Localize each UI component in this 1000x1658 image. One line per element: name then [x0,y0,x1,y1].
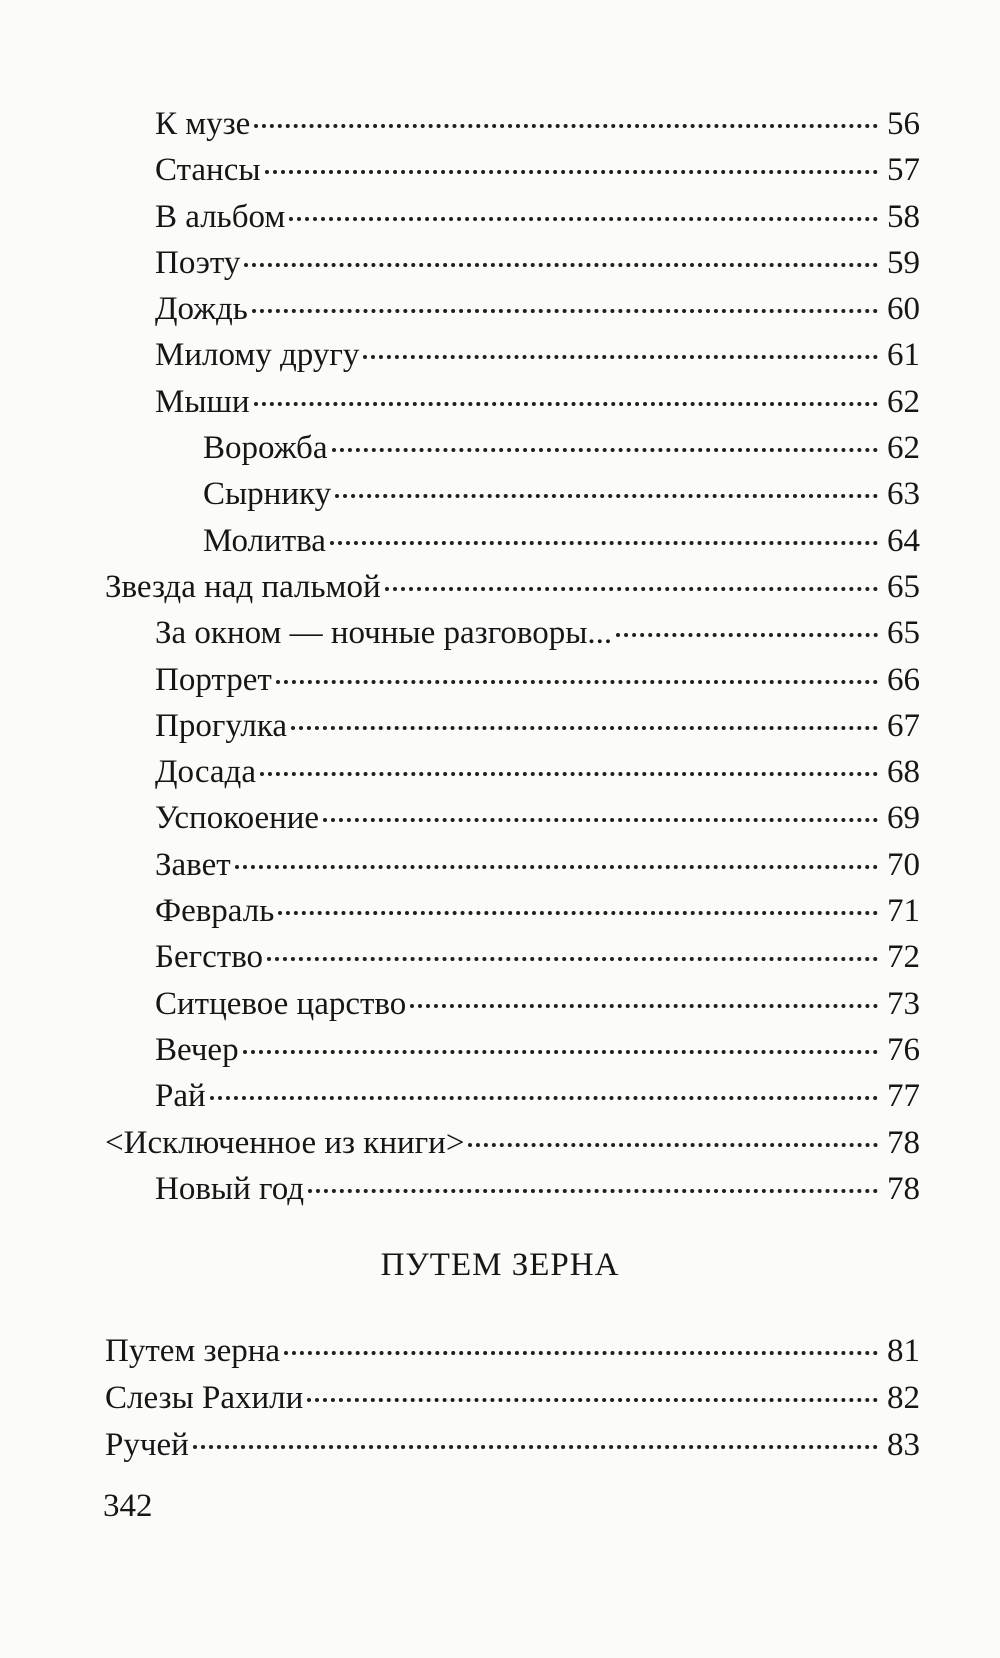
toc-entry-title: Досада [155,754,256,791]
toc-entry-page: 78 [887,1124,920,1161]
toc-entry [105,842,920,888]
table-of-contents-continued [105,1328,920,1469]
toc-entry-page: 70 [887,846,920,883]
toc-entry-title: Ситцевое царство [155,985,407,1022]
toc-entry-title: Рай [155,1078,206,1115]
toc-entry-page: 60 [887,291,920,328]
toc-entry-page: 83 [887,1427,920,1463]
toc-entry [105,1027,920,1073]
dot-leader [276,680,878,684]
toc-entry-page: 61 [887,337,920,374]
toc-entry [105,240,920,286]
toc-entry [105,332,920,378]
dot-leader [210,1096,878,1100]
dot-leader [410,1004,878,1008]
toc-entry-title: Прогулка [155,707,288,744]
toc-entry-title: Молитва [203,522,326,559]
dot-leader [323,818,878,822]
dot-leader [363,355,878,359]
toc-entry-title: Успокоение [155,800,320,837]
page-number: 342 [103,1488,153,1524]
dot-leader [284,1351,878,1355]
toc-entry [105,934,920,980]
toc-subentry [105,471,920,517]
toc-entry-title: Ворожба [203,430,328,467]
dot-leader [308,1189,878,1193]
toc-entry-page: 66 [887,661,920,698]
dot-leader [254,124,878,128]
toc-entry [105,657,920,703]
toc-entry-title: Слезы Рахили [105,1380,304,1416]
toc-entry-page: 81 [887,1333,920,1369]
toc-entry-title: Сырнику [203,476,332,513]
toc-entry [105,1166,920,1212]
dot-leader [252,309,878,313]
dot-leader [332,448,879,452]
toc-entry-title: За окном — ночные разговоры... [155,615,613,652]
toc-entry-page: 71 [887,893,920,930]
toc-entry-page: 58 [887,198,920,235]
toc-subentry [105,425,920,471]
toc-entry [105,703,920,749]
dot-leader [616,633,878,637]
dot-leader [385,587,878,591]
toc-entry-page: 68 [887,754,920,791]
toc-entry-page: 73 [887,985,920,1022]
dot-leader [267,957,878,961]
dot-leader [291,726,878,730]
toc-entry-page: 59 [887,244,920,281]
toc-entry-page: 64 [887,522,920,559]
toc-entry-title: Дождь [155,291,248,328]
toc-entry-title: Завет [155,846,231,883]
toc-entry [105,1422,920,1469]
toc-entry [105,1328,920,1375]
toc-entry [105,379,920,425]
toc-entry-title: Звезда над пальмой [105,568,381,605]
dot-leader [254,402,878,406]
toc-entry-title: В альбом [155,198,286,235]
toc-entry-title: Поэту [155,244,241,281]
toc-entry-page: 82 [887,1380,920,1416]
toc-section-entry [105,1120,920,1166]
toc-entry-title: Бегство [155,939,264,976]
toc-entry-title: <Исключенное из книги> [105,1124,465,1161]
toc-entry [105,286,920,332]
toc-entry-page: 56 [887,106,920,142]
dot-leader [289,217,878,221]
toc-section-entry [105,564,920,610]
dot-leader [244,263,878,267]
dot-leader [307,1398,878,1402]
toc-entry-page: 65 [887,615,920,652]
toc-entry [105,749,920,795]
toc-entry-page: 76 [887,1031,920,1068]
toc-entry-page: 57 [887,152,920,189]
toc-entry-title: Новый год [155,1170,305,1207]
toc-entry-page: 67 [887,707,920,744]
dot-leader [330,541,878,545]
toc-entry-page: 63 [887,476,920,513]
table-of-contents [105,101,920,1212]
toc-entry-page: 65 [887,568,920,605]
toc-entry [105,795,920,841]
toc-entry-title: Ручей [105,1427,189,1463]
dot-leader [243,1050,878,1054]
dot-leader [335,494,878,498]
dot-leader [235,865,878,869]
toc-entry [105,610,920,656]
toc-entry [105,981,920,1027]
toc-entry-page: 69 [887,800,920,837]
toc-entry-page: 62 [887,430,920,467]
section-heading: ПУТЕМ ЗЕРНА [380,1247,620,1283]
toc-entry [105,194,920,240]
toc-entry [105,888,920,934]
toc-entry-page: 62 [887,383,920,420]
dot-leader [265,170,878,174]
toc-entry-page: 77 [887,1078,920,1115]
dot-leader [260,772,878,776]
toc-entry-title: Вечер [155,1031,239,1068]
toc-entry-title: Мыши [155,383,250,420]
toc-entry-title: К музе [155,106,251,142]
toc-entry [105,101,920,147]
toc-subentry [105,518,920,564]
dot-leader [468,1143,878,1147]
toc-entry-page: 72 [887,939,920,976]
toc-entry-title: Февраль [155,893,275,930]
dot-leader [193,1445,878,1449]
dot-leader [278,911,878,915]
toc-entry-title: Портрет [155,661,272,698]
toc-entry-title: Путем зерна [105,1333,281,1369]
toc-entry [105,147,920,193]
toc-entry-page: 78 [887,1170,920,1207]
toc-entry [105,1073,920,1119]
toc-entry-title: Стансы [155,152,261,189]
toc-entry [105,1375,920,1422]
toc-entry-title: Милому другу [155,337,360,374]
